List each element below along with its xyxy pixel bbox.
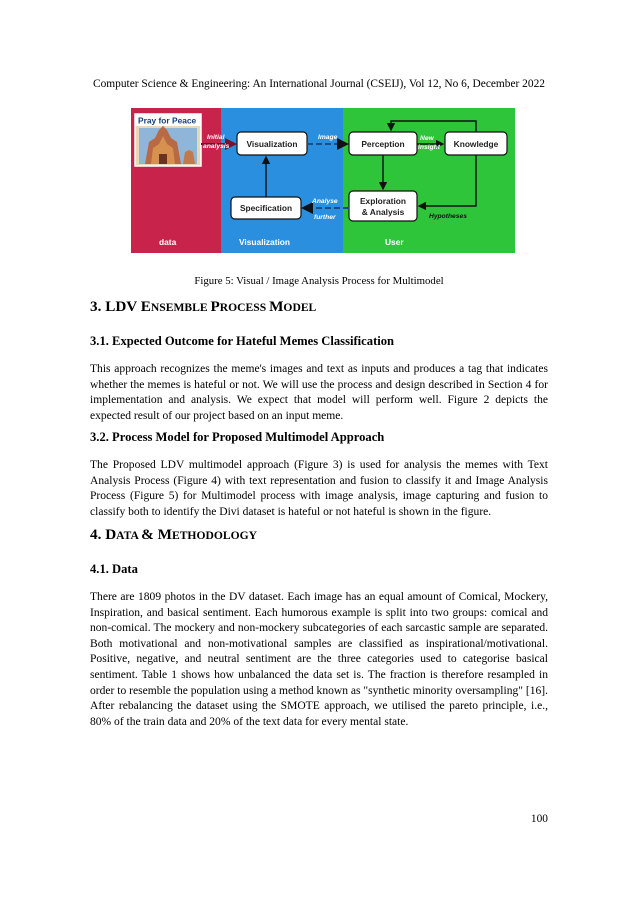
analyse-label-1: Analyse <box>312 198 338 205</box>
exploration-box <box>349 191 417 221</box>
svg-text:Visualization: Visualization <box>246 139 298 149</box>
subsection-4-1-heading: 4.1. Data <box>90 562 138 576</box>
svg-text:Exploration: Exploration <box>359 196 407 206</box>
subsection-3-1-text: This approach recognizes the meme's images and text as inputs and produces a tag that indicates whether the memes is hateful or not. We will use the process and design described in Section 4 for implementation and analysis. We expect that model will perform well. Figure 2 depicts the expected result of our project based on an input meme. <box>90 363 548 422</box>
svg-text:Specification: Specification <box>239 203 293 213</box>
page-number: 100 <box>530 813 548 825</box>
process-diagram <box>131 108 515 253</box>
svg-text:Knowledge: Knowledge <box>453 139 499 149</box>
subsection-3-1-heading: 3.1. Expected Outcome for Hateful Memes Classification <box>90 334 395 348</box>
new-insight-label-2: insight <box>418 144 440 151</box>
image-label: Image <box>318 134 338 141</box>
hypotheses-label: Hypotheses <box>429 213 467 220</box>
meme-image <box>135 114 201 166</box>
visualization-box <box>237 132 307 155</box>
figure-5 <box>131 108 515 253</box>
analyse-label-2: further <box>314 214 336 221</box>
initial-label-1: Initial <box>207 134 225 141</box>
specification-box <box>231 197 301 219</box>
perception-box <box>349 132 417 155</box>
svg-text:& Analysis: & Analysis <box>361 207 405 217</box>
new-insight-label-1: New <box>420 135 434 142</box>
svg-text:Perception: Perception <box>361 139 405 149</box>
knowledge-box <box>445 132 507 155</box>
section-4-heading: 4. DATA & METHODOLOGY <box>90 526 258 543</box>
section-3-heading: 3. LDV ENSEMBLE PROCESS MODEL <box>90 298 317 315</box>
meme-caption: Pray for Peace <box>138 115 197 126</box>
visualization-panel <box>221 108 343 253</box>
subsection-3-2-heading: 3.2. Process Model for Proposed Multimodel Approach <box>90 430 385 444</box>
subsection-4-1-text: There are 1809 photos in the DV dataset. Each image has an equal amount of Comical, Mockery, Inspiration, and basical sentiment. Each humorous example is split into two groups: comical and non-comical. The mockery and non-mockery subcategories of each sarcastic sample are separated. Both motivational and non-motivational samples are classified as inspirational/motivational. Positive, negative, and neutral sentiment are the three categories used to categorise basical sentiment. Table 1 shows how unbalanced the data set is. The fraction is therefore resampled in order to resemble the population using a method known as "synthetic minority oversampling" [16]. After rebalancing the dataset using the SMOTE approach, we utilised the pareto principle, i.e., 80% of the train data and 20% of the text data for every mental state. <box>90 591 548 728</box>
user-panel <box>343 108 515 253</box>
subsection-3-2-text: The Proposed LDV multimodel approach (Figure 3) is used for analysis the memes with Text Analysis Process (Figure 4) with text representation and fusion to classify it and Image Analysis Process (Figure 5) for Multimodel process with image analysis, image capturing and fusion to classify both to identify the Divi dataset is hateful or not hateful is shown in the figure. <box>90 459 548 518</box>
figure-caption: Figure 5: Visual / Image Analysis Process for Multimodel <box>194 275 444 287</box>
running-header: Computer Science & Engineering: An International Journal (CSEIJ), Vol 12, No 6, December 2022 <box>93 78 545 90</box>
visualization-panel-label: Visualization <box>239 237 291 247</box>
initial-label-2: analysis <box>203 143 230 150</box>
user-panel-label: User <box>385 237 404 247</box>
data-panel-label: data <box>159 237 177 247</box>
